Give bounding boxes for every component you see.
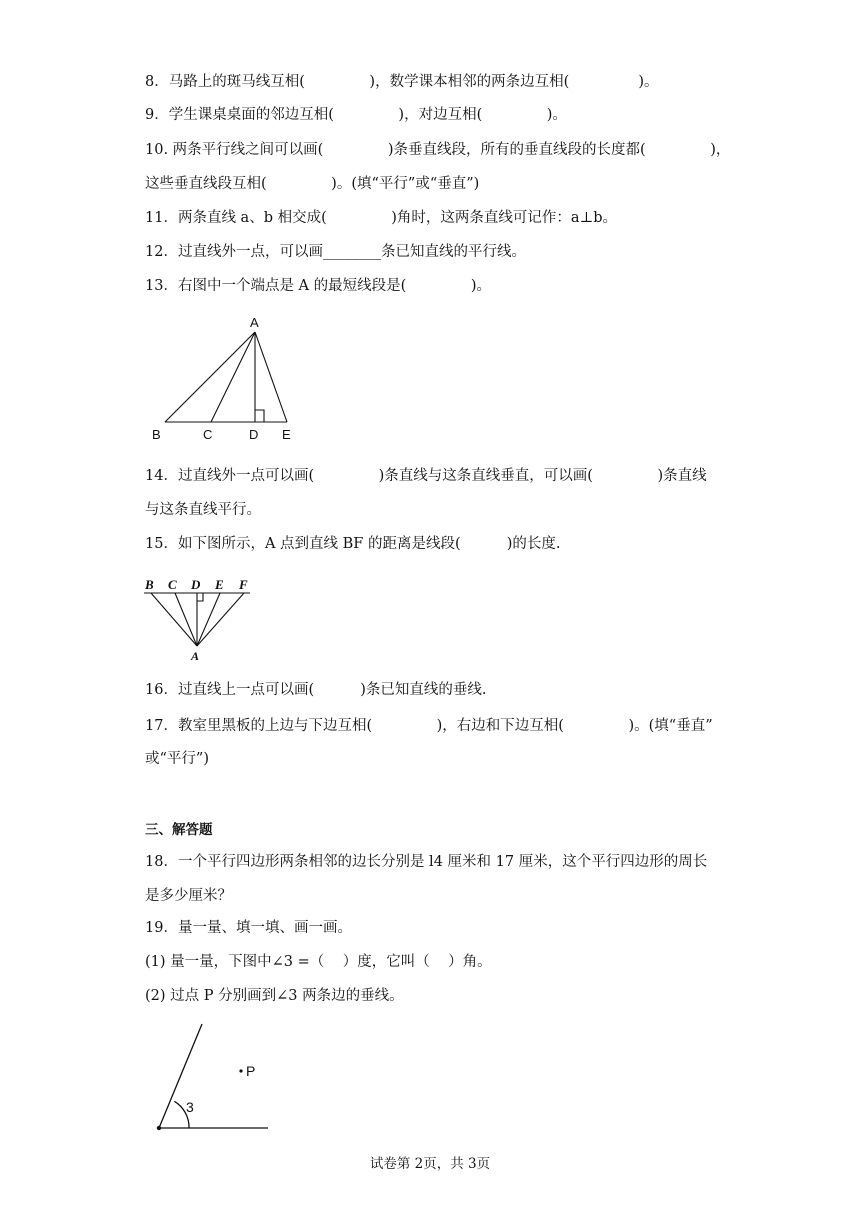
q15-text: 15．如下图所示，A 点到直线 BF 的距离是线段( )的长度. <box>145 536 561 552</box>
q19-part1-text: (1) 量一量，下图中∠3 =（ ）度，它叫（ ）角。 <box>145 954 492 970</box>
point-label-c: C <box>168 577 177 592</box>
point-label-b: B <box>152 427 161 442</box>
point-label-e: E <box>215 577 224 592</box>
q19-angle-figure <box>150 1020 280 1135</box>
q12-text: 12．过直线外一点，可以画________条已知直线的平行线。 <box>145 244 526 260</box>
q17-text-line2: 或“平行”) <box>145 751 209 767</box>
q19-text: 19．量一量、填一填、画一画。 <box>145 920 352 936</box>
point-label-e: E <box>282 427 291 442</box>
q11-text: 11．两条直线 a、b 相交成( )角时，这两条直线可记作：a⊥b。 <box>145 210 617 226</box>
point-label-p: P <box>246 1063 256 1079</box>
point-label-a: A <box>191 649 200 662</box>
q18-text-line2: 是多少厘米？ <box>145 888 232 904</box>
q10-text-line1: 10. 两条平行线之间可以画( )条垂直线段，所有的垂直线段的长度都( )， <box>145 142 731 158</box>
q19-part2-text: (2) 过点 P 分别画到∠3 两条边的垂线。 <box>145 988 404 1004</box>
q13-triangle-figure <box>140 312 310 444</box>
q16-text: 16．过直线上一点可以画( )条已知直线的垂线. <box>145 682 487 698</box>
vertex-dot <box>157 1126 161 1130</box>
point-label-f: F <box>239 577 248 592</box>
point-label-d: D <box>249 427 259 442</box>
q14-text-line1: 14．过直线外一点可以画( )条直线与这条直线垂直，可以画( )条直线 <box>145 468 707 484</box>
q17-text-line1: 17．教室里黑板的上边与下边互相( )，右边和下边互相( )。(填“垂直” <box>145 718 713 734</box>
angle-label-3: 3 <box>186 1099 194 1115</box>
point-label-d: D <box>191 577 201 592</box>
q9-text: 9．学生课桌桌面的邻边互相( )，对边互相( )。 <box>145 107 567 123</box>
q15-figure <box>140 574 260 662</box>
point-p-dot <box>239 1069 242 1072</box>
point-label-b: B <box>145 577 154 592</box>
point-label-a: A <box>250 315 259 330</box>
q13-text: 13．右图中一个端点是 A 的最短线段是( )。 <box>145 278 491 294</box>
q14-text-line2: 与这条直线平行。 <box>145 502 261 518</box>
q8-text: 8．马路上的斑马线互相( )，数学课本相邻的两条边互相( )。 <box>145 74 659 90</box>
section-heading: 三、解答题 <box>145 822 213 838</box>
point-label-c: C <box>203 427 213 442</box>
page-footer: 试卷第 2页，共 3页 <box>369 1156 491 1172</box>
q10-text-line2: 这些垂直线段互相( )。(填“平行”或“垂直”) <box>145 176 480 192</box>
q18-text-line1: 18．一个平行四边形两条相邻的边长分别是 l4 厘米和 17 厘米，这个平行四边形的周长 <box>145 854 708 870</box>
